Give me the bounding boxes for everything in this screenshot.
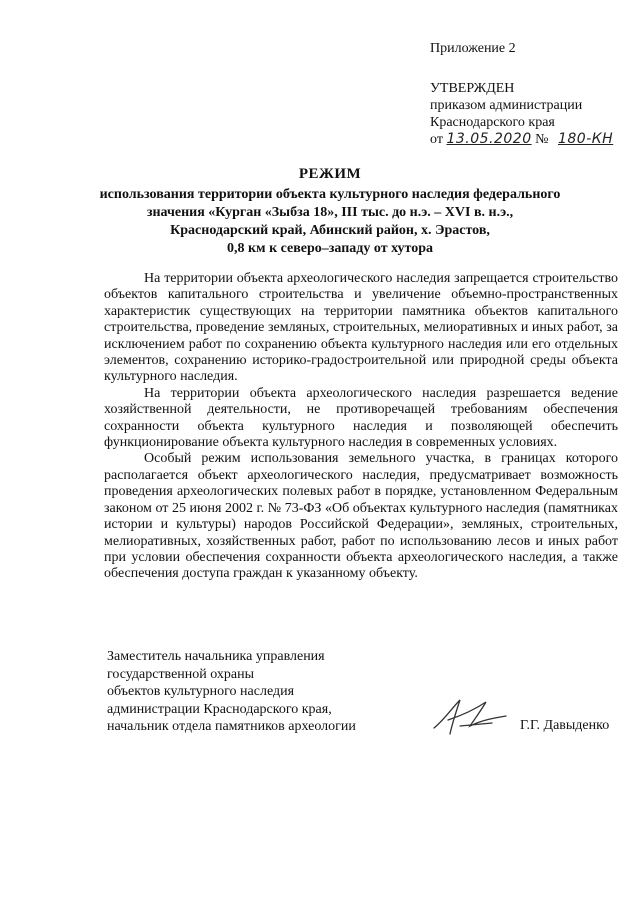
paragraph-3: Особый режим использования земельного участка, в границах которого располагается объект археологического наследия, предусматривает возможность проведения археологических полевых работ в порядке, установленном Федеральным законом от 25 июня 2002 г. № 73-ФЗ «Об объектах культурного наследия (памятниках истории и культуры) народов Российской Федерации», земляных, строительных, мелиоративных, хозяйственных работ, работ по использованию лесов и иных работ при условии обеспечения сохранности объекта археологического наследия, а также обеспечения доступа граждан к указанному объекту. — [104, 451, 618, 582]
approved-line-1: приказом администрации — [430, 98, 583, 113]
title-line-3: Краснодарский край, Абинский район, х. Эрастов, — [170, 223, 490, 238]
order-prefix: от — [430, 132, 443, 147]
handwritten-signature-image — [430, 690, 510, 740]
order-line — [430, 131, 630, 148]
approved-title: УТВЕРЖДЕН — [430, 81, 515, 96]
title-line-2: значения «Курган «Зыбза 18», III тыс. до н.э. – XVI в. н.э., — [146, 205, 514, 220]
order-number-sign: № — [535, 132, 549, 147]
signatory-line-2: государственной охраны — [107, 666, 255, 682]
approval-stamp — [430, 80, 630, 148]
signatory-position — [107, 648, 356, 736]
signer-name: Г.Г. Давыденко — [520, 718, 610, 733]
order-number-handwritten: 180-КН — [557, 131, 614, 147]
title-line-4: 0,8 км к северо–западу от хутора — [226, 241, 434, 256]
signatory-line-5: начальник отдела памятников археологии — [107, 719, 356, 734]
signatory-line-4: администрации Краснодарского края, — [107, 701, 332, 717]
appendix-label: Приложение 2 — [430, 41, 516, 56]
paragraph-1: На территории объекта археологического наследия запрещается строительство объектов капитального строительства и увеличение объемно-пространственных характеристик существующих на территории памятника объектов капитального строительства, проведение земляных, строительных, мелиоративных и иных работ, за исключением работ по сохранению объекта культурного наследия или его отдельных элементов, сохранению историко-градостроительной или природной среды объекта культурного наследия. — [104, 271, 618, 385]
document-title — [60, 165, 600, 258]
document-body — [104, 271, 618, 583]
paragraph-2: На территории объекта археологического наследия разрешается ведение хозяйственной деятельности, не противоречащей требованиям обеспечения сохранности объекта культурного наследия и позволяющей обеспечить функционирование объекта культурного наследия в современных условиях. — [104, 385, 618, 451]
approved-line-2: Краснодарского края — [430, 115, 555, 130]
signatory-line-3: объектов культурного наследия — [107, 684, 295, 699]
title-line-1: использования территории объекта культурного наследия федерального — [99, 187, 561, 202]
signatory-line-1: Заместитель начальника управления — [107, 649, 325, 664]
title-mode: РЕЖИМ — [298, 166, 362, 182]
order-date-handwritten: 13.05.2020 — [446, 131, 532, 147]
